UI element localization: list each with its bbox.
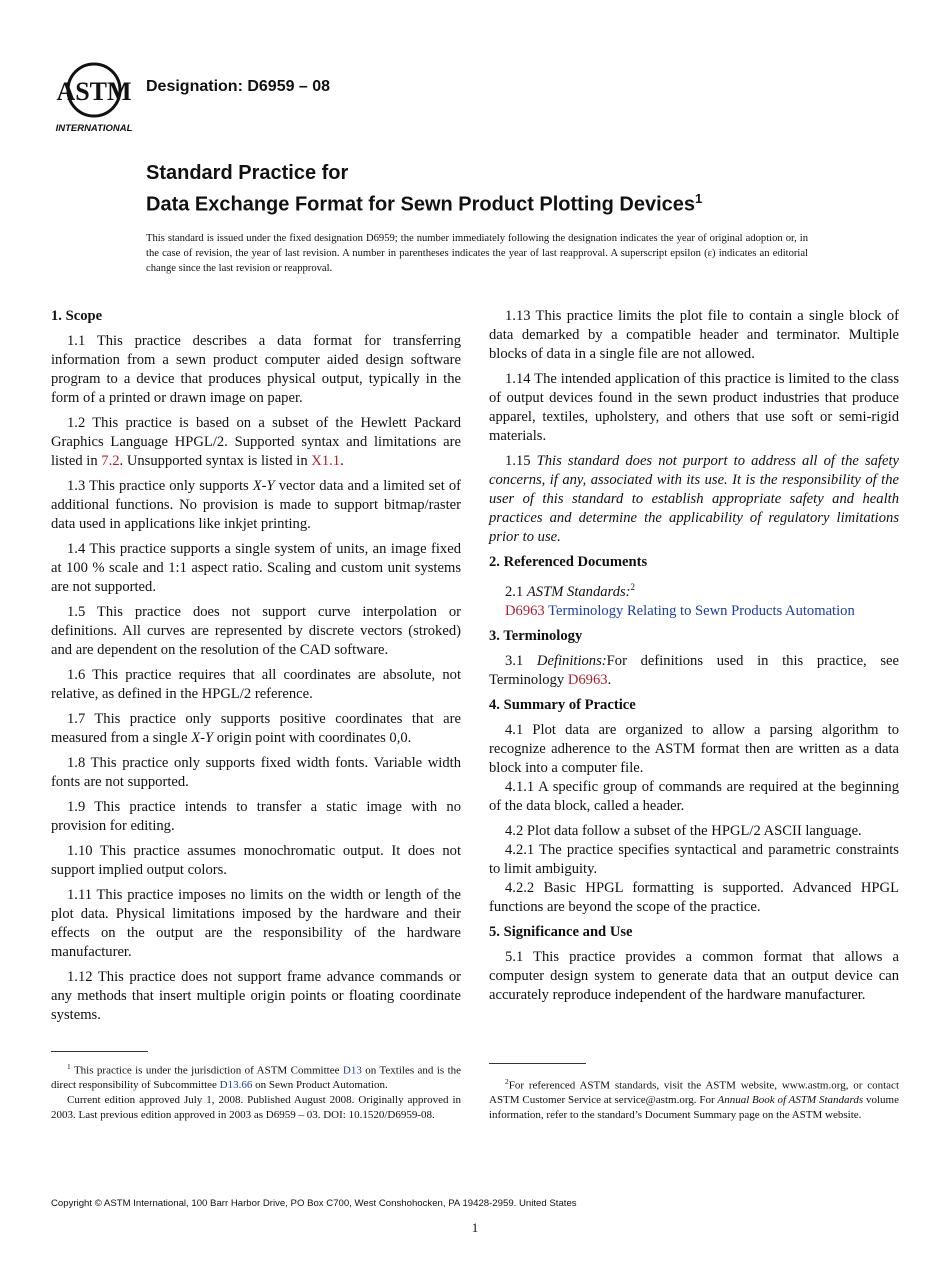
paragraph-1-6: 1.6 This practice requires that all coordinates are absolute, not relative, as defined in the HPGL/2 reference. <box>51 667 461 702</box>
text: origin point with coordinates 0,0. <box>213 730 412 746</box>
logo-text: ASTM <box>56 77 132 106</box>
paragraph-4-2-1: 4.2.1 The practice specifies syntactical and parametric constraints to limit ambiguity. <box>489 841 899 877</box>
text: volume information, refer to the standard’s Document Summary page on the ASTM website. <box>489 1094 899 1122</box>
text: 2.1 <box>505 583 527 600</box>
section-heading-referenced-documents: 2. Referenced Documents <box>489 554 648 570</box>
paragraph-3-1 <box>489 652 899 690</box>
link-d6963[interactable]: D6963 <box>505 602 545 619</box>
link-d13-66[interactable]: D13.66 <box>219 1079 253 1092</box>
footnote-2-text <box>489 1075 899 1123</box>
paragraph-1-4: 1.4 This practice supports a single system of units, an image fixed at 100 % scale and 1:1 aspect ratio. Scaling and custom unit systems are not supported. <box>51 541 461 595</box>
text: 1.15 <box>505 453 537 469</box>
title-line-2 <box>146 186 906 218</box>
title-line-1: Standard Practice for <box>146 162 349 184</box>
footnote-1-jurisdiction <box>51 1060 461 1093</box>
text: 1.2 This practice is based on a subset of the Hewlett Packard Graphics Language HPGL/2. Supported syntax and limitations are listed in <box>51 415 461 469</box>
title-main: Data Exchange Format for Sewn Product Plotting Devices <box>146 193 696 216</box>
paragraph-5-1: 5.1 This practice provides a common format that allows a computer design system to generate data that an output device can accurately reproduce independent of the hardware manufacturer. <box>489 948 899 1003</box>
paragraph-1-14: 1.14 The intended application of this practice is limited to the class of output devices found in the sewn product industries that produce apparel, textiles, upholstery, and others that use soft or semi-rigid materials. <box>489 371 899 444</box>
footnote-1 <box>51 1060 461 1123</box>
referenced-document-item <box>489 602 899 621</box>
title-footnote-mark: 1 <box>695 191 703 206</box>
text: For definitions used in this practice, see Terminology <box>489 652 900 688</box>
footnote-mark: 1 <box>67 1062 71 1071</box>
page-number: 1 <box>471 1220 479 1235</box>
paragraph-1-13: 1.13 This practice limits the plot file to contain a single block of data demarked by a compatible header and terminator. Multiple blocks of data in a single file are not allowed. <box>489 308 899 362</box>
left-column <box>51 307 461 1031</box>
paragraph-1-3 <box>51 477 461 534</box>
link-x1-1[interactable]: X1.1 <box>311 453 341 469</box>
section-heading-summary: 4. Summary of Practice <box>489 696 636 713</box>
right-column <box>489 307 899 1011</box>
text: . <box>607 671 612 688</box>
text: For referenced ASTM standards, visit the ASTM website, www.astm.org, or contact ASTM Customer Service at service@astm.org. For <box>489 1079 899 1107</box>
paragraph-1-2 <box>51 414 461 471</box>
footnote-mark: 2 <box>505 1077 509 1086</box>
paragraph-1-1: 1.1 This practice describes a data format for transferring information from a sewn product computer aided design software program to a device that produces physical output, typically in the form of a printed or drawn image on paper. <box>51 333 461 406</box>
text: 3.1 <box>505 652 537 669</box>
paragraph-4-1: 4.1 Plot data are organized to allow a parsing algorithm to recognize adherence to the ASTM format then are written as a data block into a computer file. <box>489 721 899 776</box>
paragraph-4-1-1: 4.1.1 A specific group of commands are required at the beginning of the data block, called a header. <box>489 778 899 814</box>
text: on Textiles and is the direct responsibility of Subcommittee <box>51 1064 462 1092</box>
paragraph-1-12: 1.12 This practice does not support frame advance commands or any methods that insert multiple origin points or floating coordinate systems. <box>51 969 461 1023</box>
paragraph-1-9: 1.9 This practice intends to transfer a static image with no provision for editing. <box>51 799 461 834</box>
link-d6963-title[interactable]: Terminology Relating to Sewn Products Automation <box>548 602 855 619</box>
text: on Sewn Product Automation. <box>252 1079 388 1092</box>
paragraph-4-2: 4.2 Plot data follow a subset of the HPGL/2 ASCII language. <box>505 822 862 839</box>
astm-logo <box>52 60 136 134</box>
footnote-rule-left <box>51 1051 148 1052</box>
designation: Designation: D6959 – 08 <box>146 78 331 95</box>
text: vector data and a limited set of additional functions. No provision is made to support bitmap/raster data used in applications like inkjet printing. <box>51 478 461 532</box>
text: This practice is under the jurisdiction of ASTM Committee <box>70 1064 343 1077</box>
text: . <box>340 453 344 469</box>
text: . Unsupported syntax is listed in <box>119 453 312 469</box>
astm-logo-mark <box>52 60 136 134</box>
text: 1.3 This practice only supports <box>67 478 253 494</box>
paragraph-1-15 <box>489 452 899 547</box>
text-italic: Definitions: <box>536 652 607 669</box>
text-italic: X-Y <box>252 478 275 494</box>
footnote-2 <box>489 1075 899 1123</box>
footnote-ref-2: 2 <box>630 582 636 592</box>
logo-subtext: INTERNATIONAL <box>55 123 133 134</box>
footnote-rule-right <box>489 1063 586 1064</box>
paragraph-1-7 <box>51 710 461 748</box>
link-d13[interactable]: D13 <box>342 1064 362 1077</box>
paragraph-1-10: 1.10 This practice assumes monochromatic output. It does not support implied output colors. <box>51 843 461 878</box>
section-heading-significance: 5. Significance and Use <box>489 923 633 940</box>
section-heading-terminology: 3. Terminology <box>489 627 583 644</box>
paragraph-1-11: 1.11 This practice imposes no limits on the width or length of the plot data. Physical limitations imposed by the hardware and their effects on the output are the responsibility of the hardware manufacturer. <box>51 887 461 960</box>
link-d6963-terminology[interactable]: D6963 <box>567 671 608 688</box>
document-title <box>146 160 906 218</box>
link-7-2[interactable]: 7.2 <box>101 453 120 469</box>
paragraph-1-5: 1.5 This practice does not support curve interpolation or definitions. All curves are represented by discrete vectors (stroked) and are dependent on the resolution of the CAD software. <box>51 604 461 658</box>
footnote-1-edition: Current edition approved July 1, 2008. Published August 2008. Originally approved in 2003. Last previous edition approved in 2003 as D6959 – 03. DOI: 10.1520/D6959-08. <box>51 1094 461 1122</box>
paragraph-4-2-2: 4.2.2 Basic HPGL formatting is supported. Advanced HPGL functions are beyond the scope of the practice. <box>489 879 899 915</box>
text-italic: This standard does not purport to address all of the safety concerns, if any, associated with its use. It is the responsibility of the user of this standard to establish appropriate safety and health practices and determine the applicability of regulatory limitations prior to use. <box>489 453 899 545</box>
text-italic: X-Y <box>191 730 214 746</box>
copyright-notice: Copyright © ASTM International, 100 Barr Harbor Drive, PO Box C700, West Conshohocken, PA 19428-2959. United States <box>51 1198 577 1209</box>
text-italic: Annual Book of ASTM Standards <box>717 1094 864 1107</box>
standard-notice: This standard is issued under the fixed designation D6959; the number immediately following the designation indicates the year of original adoption or, in the case of revision, the year of last revision. A number in parentheses indicates the year of last reapproval. A superscript epsilon (ε) indicates an editorial change since the last revision or reapproval. <box>146 233 808 274</box>
paragraph-1-8: 1.8 This practice only supports fixed width fonts. Variable width fonts are not supported. <box>51 755 461 790</box>
paragraph-2-1 <box>489 578 899 602</box>
text-italic: ASTM Standards: <box>526 583 631 600</box>
section-heading-scope: 1. Scope <box>51 308 103 324</box>
text: 1.7 This practice only supports positive coordinates that are measured from a single <box>51 711 461 746</box>
